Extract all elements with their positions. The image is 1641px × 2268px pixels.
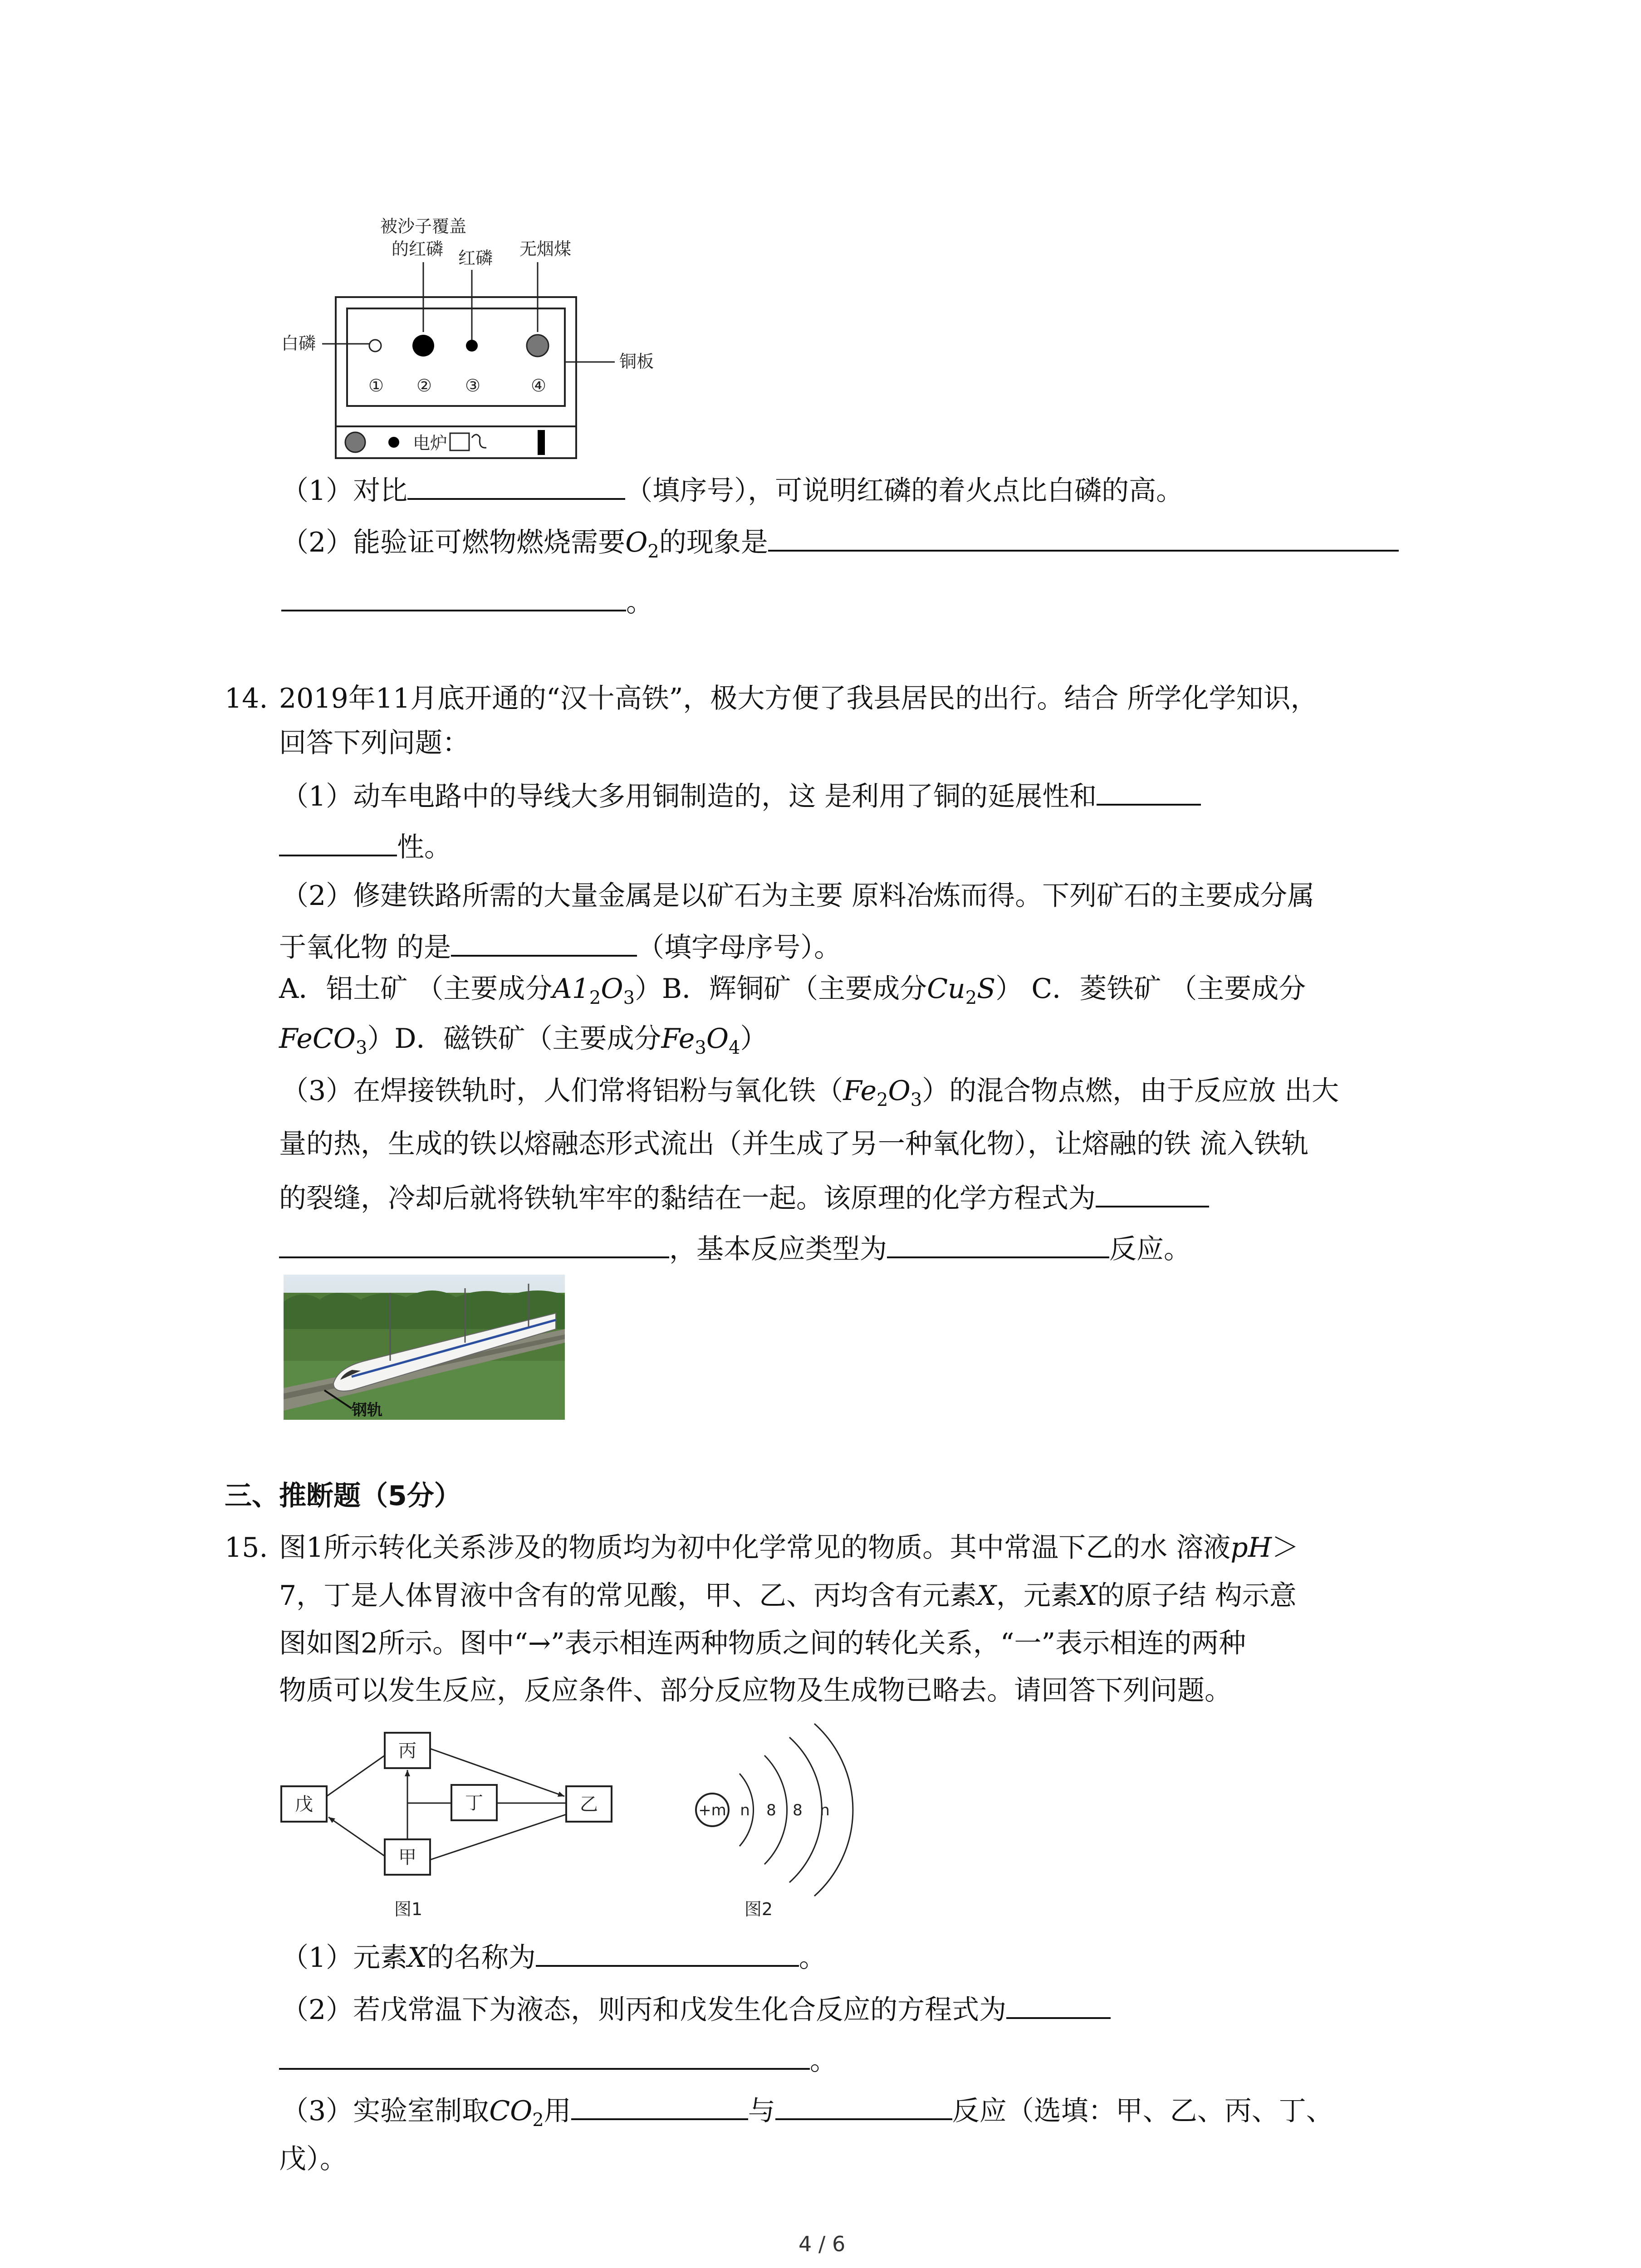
q13-part2: （2）能验证可燃物燃烧需要$O_2$的现象是 [281,522,1399,570]
q14-blank-3a[interactable] [1096,1178,1209,1207]
svg-text:甲: 甲 [398,1847,416,1868]
q15-blank-1[interactable] [536,1937,799,1967]
label-copper-plate: 铜板 [619,352,654,371]
q14-blank-1b[interactable] [279,826,397,856]
label-covered-red-phosphorus-1: 被沙子覆盖 [380,216,467,236]
q14-part2-line1: （2）修建铁路所需的大量金属是以矿石为主要 原料冶炼而得。下列矿石的主要成分属 [281,880,1315,912]
position-1: ① [368,376,384,396]
white-phosphorus-sample [369,340,381,352]
label-steel-rail: 钢轨 [352,1401,382,1419]
combustion-experiment-diagram [272,213,681,467]
q14-stem-line1: 2019年11月底开通的“汉十高铁”，极大方便了我县居民的出行。结合 所学化学知识， [279,683,1318,714]
q14-part2-line2: 于氧化物 的是 （填字母序号）。 [279,927,841,966]
q14-part3-line4: ，基本反应类型为 反应。 [279,1228,1191,1267]
q15-blank-3a[interactable] [571,2090,748,2120]
covered-red-phosphorus-sample [412,335,434,357]
figure-1-conversion-diagram [272,1728,626,1937]
q14-number: 14. [225,683,268,714]
shell-1-count: n [740,1801,750,1819]
svg-text:+m: +m [698,1801,726,1819]
svg-text:丙: 丙 [398,1740,416,1761]
stove-switch-icon [450,433,469,450]
shell-4-count: n [820,1801,830,1819]
svg-text:丁: 丁 [465,1793,483,1813]
q13-part1: （1）对比 （填序号），可说明红磷的着火点比白磷的高。 [281,470,1183,509]
q14-options-line1: A．铝土矿 （主要成分$A1_2O_3)B$．辉铜矿（主要成分$Cu_2S$） C．菱铁矿 （主要成分 [279,973,1306,1008]
q14-part1-cont: 性。 [279,826,451,865]
q15-number: 15. [225,1532,268,1564]
q15-blank-3b[interactable] [775,2090,952,2120]
q13-blank-2b[interactable] [281,582,626,611]
q14-blank-3c[interactable] [887,1228,1109,1258]
q15-part2: （2）若戊常温下为液态，则丙和戊发生化合反应的方程式为 [281,1989,1111,2028]
page-number: 4 / 6 [798,2232,846,2256]
label-covered-red-phosphorus-2: 的红磷 [392,239,444,259]
q15-stem-line4: 物质可以发生反应，反应条件、部分反应物及生成物已略去。请回答下列问题。 [279,1675,1232,1706]
shell-2-count: 8 [766,1801,776,1819]
q15-part3: （3）实验室制取$CO_2$用 与 反应（选填：甲、乙、丙、丁、 [281,2090,1333,2138]
section-3-title: 三、推断题（5分） [225,1480,461,1512]
q13-part2-cont: 。 [281,582,653,621]
q14-stem-line2: 回答下列问题： [279,727,470,759]
figure-2-atomic-structure [681,1719,871,1937]
q14-part3-line2: 量的热，生成的铁以熔融态形式流出（并生成了另一种氧化物），让熔融的铁 流入铁轨 [279,1128,1309,1160]
q15-blank-2a[interactable] [1006,1989,1111,2019]
high-speed-train-photo [284,1275,565,1420]
q15-stem-line2: 7，丁是人体胃液中含有的常见酸，甲、乙、丙均含有元素X，元素X的原子结 构示意 [279,1580,1297,1612]
q15-stem-line1: 图1所示转化关系涉及的物质均为初中化学常见的物质。其中常温下乙的水 溶液pH＞ [279,1532,1299,1564]
q14-part3-line3: 的裂缝，冷却后就将铁轨牢牢的黏结在一起。该原理的化学方程式为 [279,1178,1209,1217]
q15-part2-cont: 。 [279,2040,837,2079]
q14-blank-2[interactable] [451,927,637,957]
q14-part1: （1）动车电路中的导线大多用铜制造的，这 是利用了铜的延展性和 [281,776,1201,815]
stove-knob-icon [472,435,486,448]
label-electric-stove: 电炉 [413,433,448,453]
q15-stem-line3: 图如图2所示。图中“→”表示相连两种物质之间的转化关系，“一”表示相连的两种 [279,1628,1246,1659]
q14-options-line2: FeCO$_3$）D．磁铁矿（主要成分$Fe_3O_4$） [279,1023,768,1058]
position-2: ② [416,376,432,396]
shell-3-count: 8 [793,1801,803,1819]
position-4: ④ [531,376,547,396]
position-3: ③ [465,376,481,396]
q13-blank-1[interactable] [407,470,625,500]
stove-plug-icon [538,430,545,455]
red-phosphorus-sample [466,340,478,352]
label-white-phosphorus: 白磷 [281,333,316,353]
anthracite-sample [527,335,549,357]
figure-1-caption: 图1 [394,1899,423,1919]
q14-blank-3b[interactable] [279,1228,669,1258]
label-anthracite: 无烟煤 [519,239,572,259]
figure-2-caption: 图2 [744,1899,773,1919]
q15-part3-cont: 戊）。 [279,2143,347,2175]
q14-part3-line1: （3）在焊接铁轨时，人们常将铝粉与氧化铁$(Fe_2O_3)$的混合物点燃，由于反应放 出大 [281,1075,1339,1110]
svg-text:乙: 乙 [580,1794,598,1815]
label-red-phosphorus: 红磷 [458,248,493,268]
q13-blank-2a[interactable] [768,522,1399,552]
svg-text:戊: 戊 [295,1794,313,1815]
q14-blank-1a[interactable] [1097,776,1201,806]
q15-blank-2b[interactable] [279,2040,810,2070]
q15-part1: （1）元素X的名称为 。 [281,1937,826,1976]
